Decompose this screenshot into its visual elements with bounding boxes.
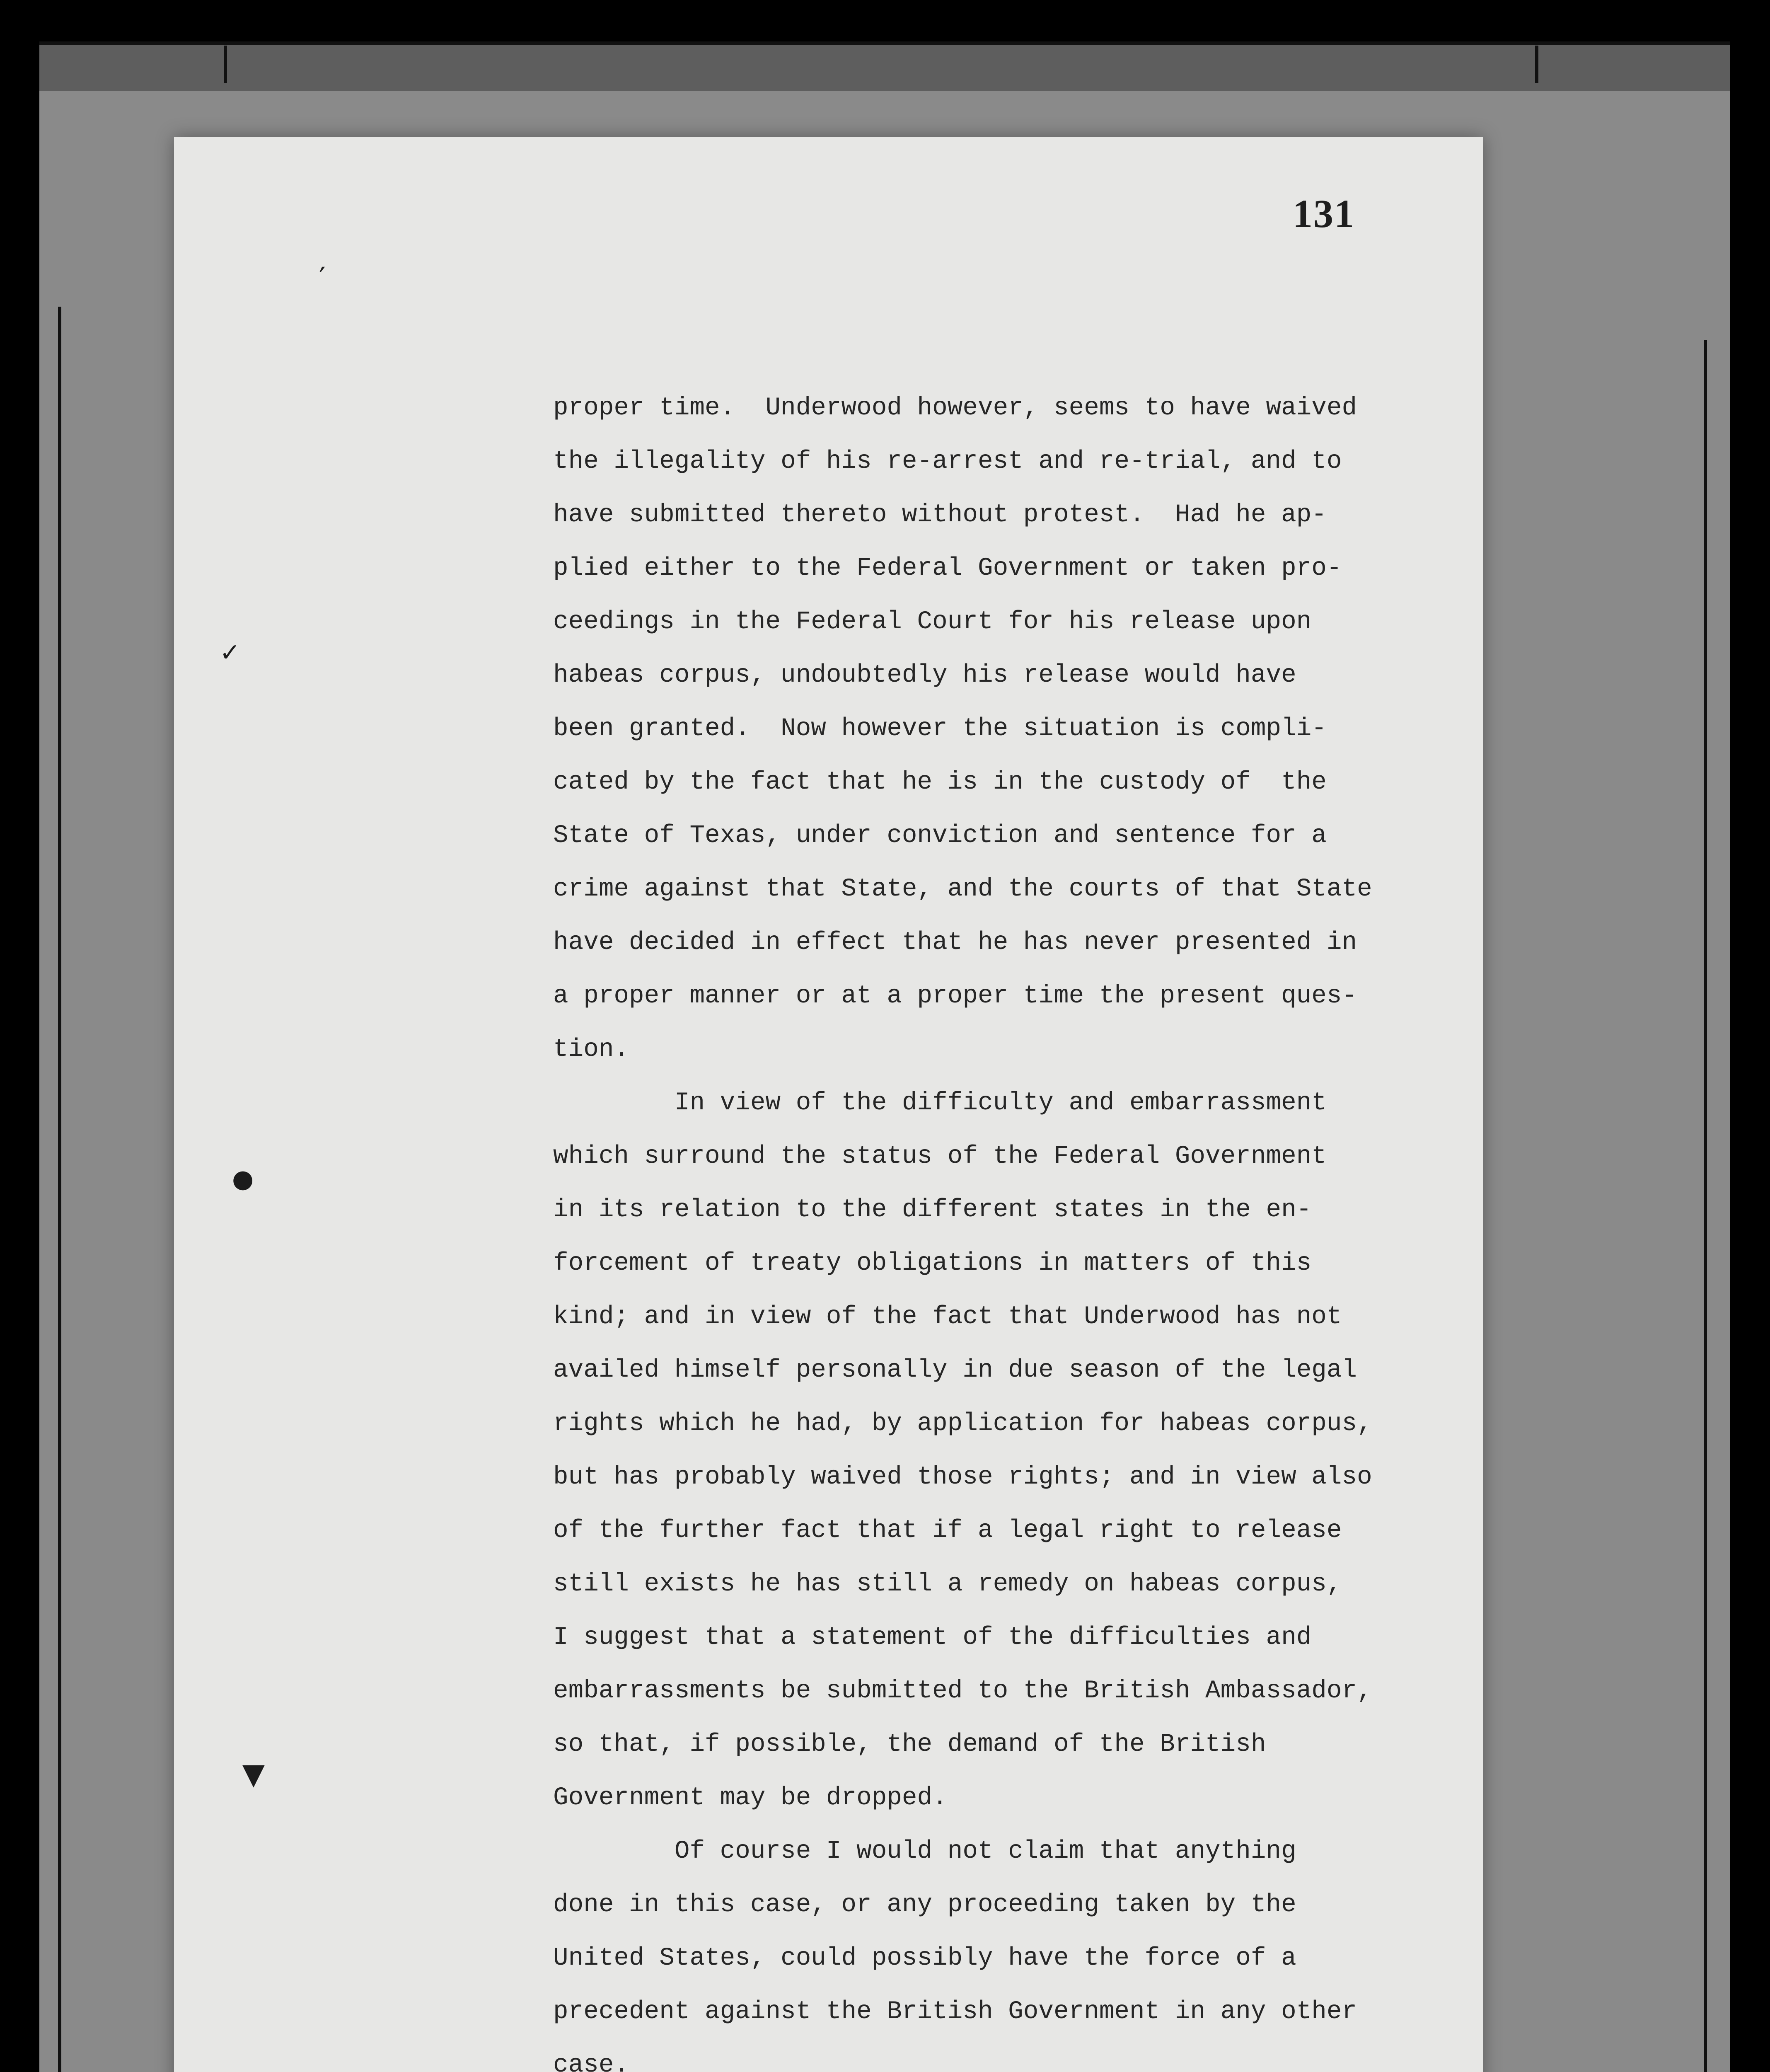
body-line: ceedings in the Federal Court for his release upon (553, 608, 1312, 636)
check-mark: ✓ (220, 638, 241, 667)
body-line: In view of the difficulty and embarrassment (553, 1089, 1327, 1117)
body-line: rights which he had, by application for habeas corpus, (553, 1409, 1372, 1438)
film-tick-right (1535, 46, 1538, 83)
body-line: crime against that State, and the courts of that State (553, 875, 1372, 903)
letter-body (553, 381, 1440, 2072)
body-line: so that, if possible, the demand of the British (553, 1730, 1266, 1759)
body-line: tion. (553, 1035, 629, 1064)
body-line: been granted. Now however the situation is compli- (553, 714, 1327, 743)
film-tick-left (224, 46, 227, 83)
body-line: proper time. Underwood however, seems to have waived (553, 394, 1357, 422)
film-border-top (39, 41, 1730, 45)
body-line: forcement of treaty obligations in matters of this (553, 1249, 1312, 1278)
body-line: done in this case, or any proceeding taken by the (553, 1890, 1296, 1919)
body-line: a proper manner or at a proper time the present ques- (553, 982, 1357, 1010)
body-line: State of Texas, under conviction and sentence for a (553, 821, 1327, 850)
body-line: in its relation to the different states in the en- (553, 1196, 1312, 1224)
body-line: embarrassments be submitted to the British Ambassador, (553, 1677, 1372, 1705)
body-line: habeas corpus, undoubtedly his release would have (553, 661, 1296, 690)
body-line: availed himself personally in due season of the legal (553, 1356, 1357, 1385)
body-line: still exists he has still a remedy on habeas corpus, (553, 1570, 1342, 1598)
body-line: which surround the status of the Federal Government (553, 1142, 1327, 1171)
body-line: Government may be dropped. (553, 1784, 948, 1812)
body-line: I suggest that a statement of the difficulties and (553, 1623, 1312, 1652)
body-line: cated by the fact that he is in the custody of the (553, 768, 1327, 796)
body-line: Of course I would not claim that anything (553, 1837, 1296, 1866)
body-line: United States, could possibly have the force of a (553, 1944, 1296, 1973)
body-line: case. (553, 2051, 629, 2072)
body-line: plied either to the Federal Government or taken pro- (553, 554, 1342, 583)
body-line: but has probably waived those rights; and in view also (553, 1463, 1372, 1491)
film-guide-left (58, 307, 61, 2072)
page-number: 131 (1293, 191, 1355, 236)
body-line: the illegality of his re-arrest and re-trial, and to (553, 447, 1342, 476)
body-line: of the further fact that if a legal right to release (553, 1516, 1342, 1545)
ink-blot: ● (232, 1164, 254, 1193)
film-top-strip (39, 41, 1730, 91)
tick-mark: ′ (319, 261, 326, 295)
arrow-mark: ▼ (242, 1757, 265, 1791)
body-line: precedent against the British Government in any other (553, 1997, 1357, 2026)
body-line: have decided in effect that he has never presented in (553, 928, 1357, 957)
body-line: kind; and in view of the fact that Underwood has not (553, 1302, 1342, 1331)
film-guide-right (1704, 340, 1707, 2072)
body-line: have submitted thereto without protest. Had he ap- (553, 501, 1327, 529)
